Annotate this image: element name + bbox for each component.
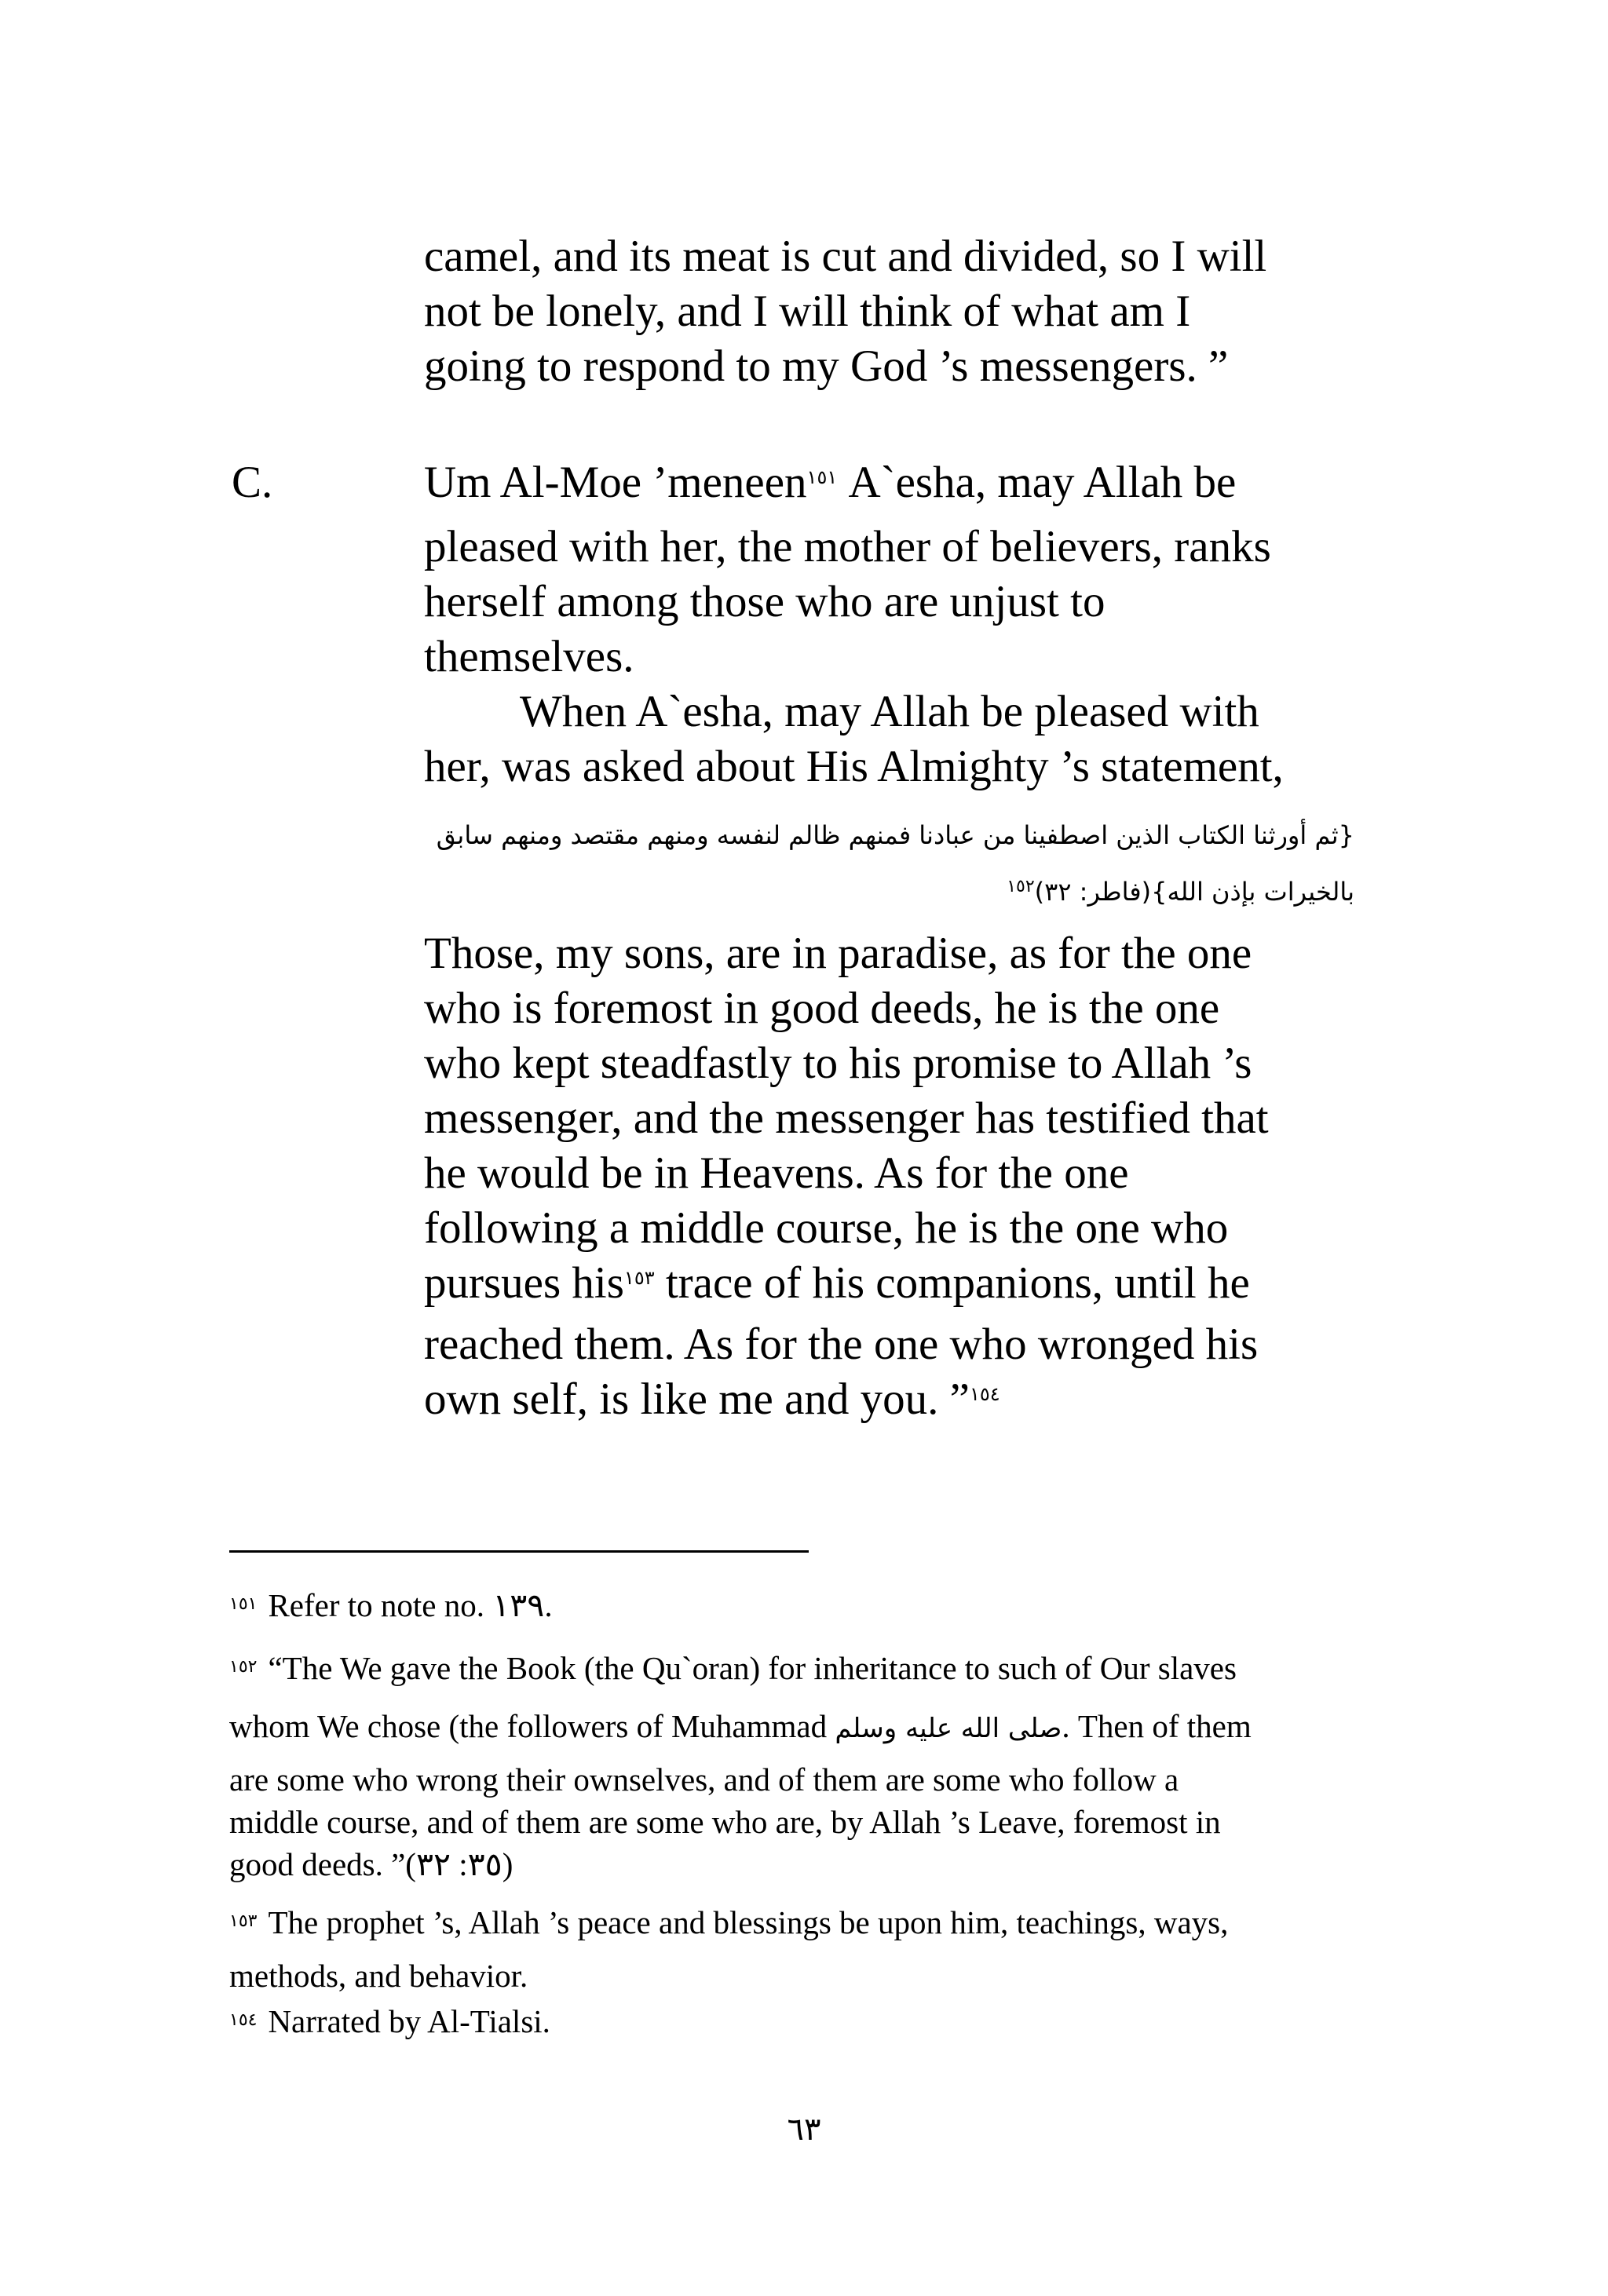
text-line: When A`esha, may Allah be pleased with (520, 687, 1259, 736)
footnote-number: ١٥٤ (229, 2009, 258, 2029)
text-line (424, 1372, 1366, 1427)
footnote-152 (229, 1647, 1237, 1689)
page-number: ٦٣ (787, 2112, 821, 2148)
section-letter: C. (232, 458, 273, 507)
arabic-line (424, 869, 1354, 914)
footnote-153-line: methods, and behavior. (229, 1958, 528, 1994)
footnote-text: “The We gave the Book (the Qu`oran) for inheritance to such of Our slaves (268, 1650, 1237, 1686)
text-line: going to respond to my God ’s messengers. ” (424, 341, 1229, 391)
text-line: herself among those who are unjust to (424, 577, 1106, 626)
arabic-fragment: بالخيرات بإذن الله}(فاطر: ٣٢) (1034, 877, 1354, 907)
footnote-152-line: middle course, and of them are some who are, by Allah ’s Leave, foremost in (229, 1804, 1221, 1840)
text-line: Those, my sons, are in paradise, as for the one (424, 929, 1252, 978)
footnote-154 (229, 2000, 550, 2042)
footnote-separator (229, 1550, 809, 1553)
arabic-quotation (424, 812, 1354, 914)
text-line (424, 1256, 1366, 1311)
footnote-number: ١٥٢ (229, 1656, 258, 1676)
text-line: her, was asked about His Almighty ’s statement, (424, 742, 1284, 791)
footnote-152-line (229, 1705, 1252, 1750)
text-line: he would be in Heavens. As for the one (424, 1148, 1129, 1198)
footnote-reference: ١٥٤ (969, 1385, 1000, 1405)
text-line: reached them. As for the one who wronged his (424, 1320, 1259, 1369)
text-fragment: own self, is like me and you. ” (424, 1374, 970, 1424)
footnote-153 (229, 1901, 1228, 1944)
text-line: who is foremost in good deeds, he is the one (424, 984, 1220, 1033)
text-line: pleased with her, the mother of believers, ranks (424, 522, 1271, 571)
text-fragment: Um Al-Moe ’meneen (424, 458, 807, 507)
footnote-reference: ١٥٣ (623, 1268, 655, 1289)
footnote-number: ١٥٣ (229, 1911, 258, 1930)
text-line: messenger, and the messenger has testified that (424, 1093, 1269, 1143)
footnote-152-line: good deeds. ”(٣٥: ٣٢) (229, 1846, 513, 1882)
text-line (424, 455, 1366, 510)
text-line: camel, and its meat is cut and divided, so I will (424, 232, 1267, 281)
footnote-151 (229, 1584, 553, 1626)
section-c-paragraph (424, 455, 1366, 794)
footnote-text: The prophet ’s, Allah ’s peace and blessings be upon him, teachings, ways, (268, 1904, 1229, 1940)
text-line: following a middle course, he is the one who (424, 1203, 1229, 1253)
footnote-text: . Then of them (1062, 1708, 1252, 1744)
paragraph-those-my-sons (424, 926, 1366, 1427)
text-line: not be lonely, and I will think of what am I (424, 287, 1191, 336)
footnote-text: Narrated by Al-Tialsi. (268, 2003, 550, 2039)
arabic-line: {ثم أورثنا الكتاب الذين اصطفينا من عبادنا فمنهم ظالم لنفسه ومنهم مقتصد ومنهم سابق (436, 820, 1354, 850)
footnote-reference: ١٥١ (806, 468, 838, 488)
text-fragment: trace of his companions, until he (654, 1258, 1250, 1308)
arabic-blessing: صلى الله عليه وسلم (835, 1713, 1062, 1744)
text-line: themselves. (424, 632, 634, 681)
footnote-number: ١٥١ (229, 1593, 258, 1613)
text-fragment: pursues his (424, 1258, 624, 1308)
footnote-text: whom We chose (the followers of Muhammad (229, 1708, 835, 1744)
paragraph-camel (424, 229, 1366, 394)
text-line: who kept steadfastly to his promise to Allah ’s (424, 1038, 1252, 1088)
footnote-152-line: are some who wrong their ownselves, and of them are some who follow a (229, 1761, 1179, 1798)
footnote-text: Refer to note no. ١٣٩. (268, 1587, 553, 1623)
text-fragment: A`esha, may Allah be (837, 458, 1237, 507)
footnote-reference: ١٥٢ (1007, 877, 1035, 896)
